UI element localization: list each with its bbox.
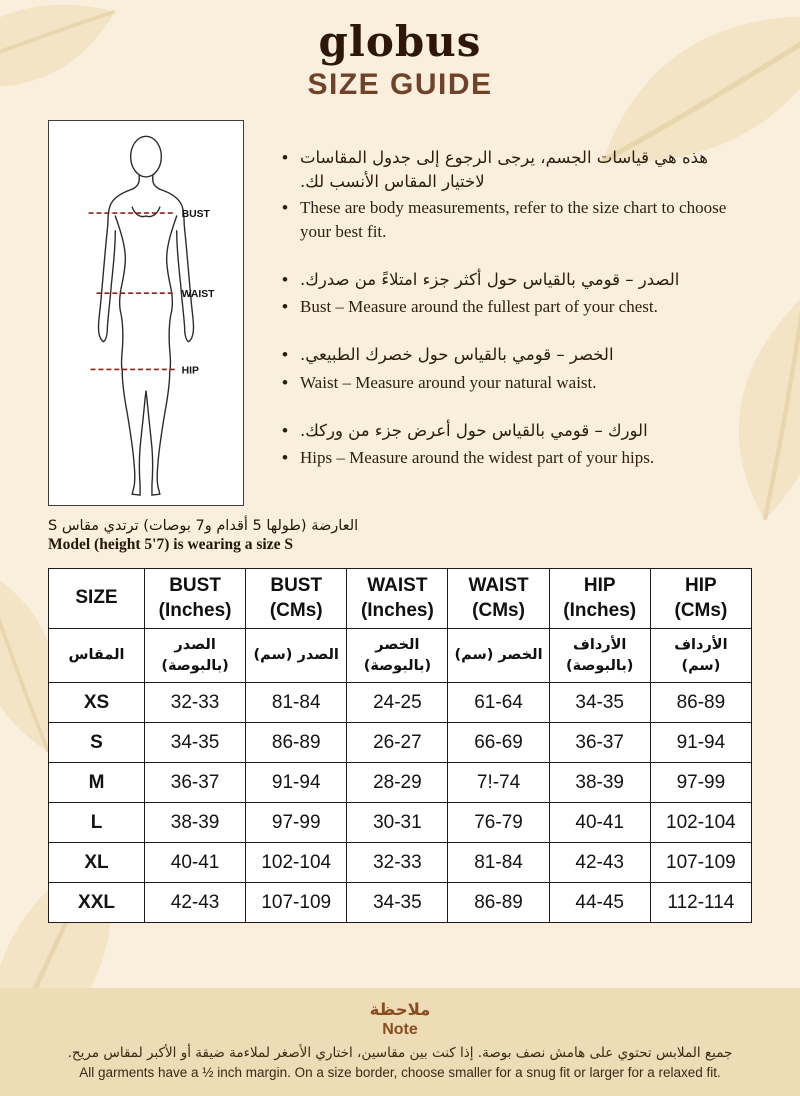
measurement-cell: 36-37 [549,723,650,763]
measurement-cell: 42-43 [549,843,650,883]
measurement-cell: 38-39 [549,763,650,803]
measurement-cell: 66-69 [448,723,549,763]
size-row [49,683,752,723]
column-header-ar: الصدر (بالبوصة) [145,629,246,683]
instruction-ar [282,268,752,292]
measurement-cell: 34-35 [347,883,448,923]
size-row [49,883,752,923]
measurement-cell: 97-99 [650,763,751,803]
column-header-en: HIP (Inches) [549,569,650,629]
measurement-cell: 107-109 [650,843,751,883]
measurement-labels [182,209,216,376]
instruction-text-en: Bust – Measure around the fullest part of your chest. [300,297,658,317]
size-table-body [49,683,752,923]
measurement-cell: 42-43 [145,883,246,923]
instruction-text-ar: هذه هي قياسات الجسم، يرجى الرجوع إلى جدول المقاسات لاختيار المقاس الأنسب لك. [300,148,709,191]
size-label-cell: XL [49,843,145,883]
column-header-ar: الأرداف (سم) [650,629,751,683]
instructions [282,120,752,506]
model-note-english: Model (height 5'7) is wearing a size S [48,536,293,554]
instruction-en [282,371,752,395]
measurement-cell: 34-35 [549,683,650,723]
size-row [49,723,752,763]
measurement-cell: 40-41 [549,803,650,843]
note-body-english: All garments have a ½ inch margin. On a size border, choose smaller for a snug fit or larger for a relaxed fit. [79,1065,721,1080]
measurement-cell: 40-41 [145,843,246,883]
size-label-cell: XXL [49,883,145,923]
hip-label: HIP [181,365,199,377]
column-header-en: SIZE [49,569,145,629]
size-label-cell: L [49,803,145,843]
measurement-cell: 61-64 [448,683,549,723]
column-header-en: WAIST (CMs) [448,569,549,629]
header-row-english [49,569,752,629]
measurement-figure-box [48,120,244,506]
note-body-arabic: جميع الملابس تحتوي على هامش نصف بوصة. إذا كنت بين مقاسين، اختاري الأصغر لملاءمة ضيقة أو الأكبر لمقاس مريح. [67,1045,733,1061]
size-label-cell: XS [49,683,145,723]
measurement-cell: 112-114 [650,883,751,923]
measurement-cell: 97-99 [246,803,347,843]
note-title-english: Note [382,1021,418,1038]
bullet-dot: • [282,297,288,317]
measurement-cell: 76-79 [448,803,549,843]
instruction-text-en: These are body measurements, refer to the size chart to choose your best fit. [300,197,727,242]
bullet-dot: • [282,197,288,217]
measurement-cell: 30-31 [347,803,448,843]
instruction-ar [282,146,752,193]
measurement-cell: 38-39 [145,803,246,843]
column-header-ar: الخصر (بالبوصة) [347,629,448,683]
instruction-ar [282,419,752,443]
measurement-cell: 7!-74 [448,763,549,803]
body-outline-figure [98,136,193,495]
size-row [49,803,752,843]
instruction-ar [282,343,752,367]
column-header-ar: الخصر (سم) [448,629,549,683]
instruction-text-ar: الورك – قومي بالقياس حول أعرض جزء من وركك. [300,420,648,440]
measurement-cell: 91-94 [246,763,347,803]
instruction-en [282,446,752,470]
bullet-dot: • [282,372,288,392]
size-chart-table [48,568,752,923]
instruction-text-en: Waist – Measure around your natural waist. [300,372,597,392]
measurement-cell: 28-29 [347,763,448,803]
header [0,0,800,102]
body-measurement-diagram [49,121,243,505]
measurement-cell: 24-25 [347,683,448,723]
size-row [49,843,752,883]
column-header-en: BUST (Inches) [145,569,246,629]
note-title-arabic: ملاحظة [369,1000,431,1019]
bust-label: BUST [181,209,210,221]
measurement-cell: 81-84 [448,843,549,883]
instruction-text-en: Hips – Measure around the widest part of your hips. [300,447,655,467]
column-header-ar: المقاس [49,629,145,683]
instruction-group [282,419,752,470]
instruction-group [282,343,752,394]
column-header-en: HIP (CMs) [650,569,751,629]
column-header-en: WAIST (Inches) [347,569,448,629]
measurement-cell: 86-89 [650,683,751,723]
bullet-dot: • [282,148,288,168]
header-row-arabic [49,629,752,683]
bullet-dot: • [282,420,288,440]
column-header-en: BUST (CMs) [246,569,347,629]
measurement-cell: 102-104 [246,843,347,883]
page-title: SIZE GUIDE [307,68,493,102]
instruction-text-ar: الخصر – قومي بالقياس حول خصرك الطبيعي. [300,345,614,365]
size-row [49,763,752,803]
measurement-cell: 81-84 [246,683,347,723]
bullet-dot: • [282,345,288,365]
measurement-cell: 91-94 [650,723,751,763]
waist-label: WAIST [181,289,215,301]
content-row [48,120,752,506]
bullet-dot: • [282,447,288,467]
measurement-cell: 86-89 [448,883,549,923]
size-table-head [49,569,752,683]
measurement-cell: 34-35 [145,723,246,763]
instruction-en [282,196,752,244]
measurement-cell: 44-45 [549,883,650,923]
model-note [48,518,752,554]
instruction-group [282,146,752,244]
size-label-cell: S [49,723,145,763]
instruction-text-ar: الصدر – قومي بالقياس حول أكثر جزء امتلاءً من صدرك. [300,270,680,290]
column-header-ar: الصدر (سم) [246,629,347,683]
instruction-group [282,268,752,319]
brand-logo: globus [318,17,482,66]
measurement-cell: 86-89 [246,723,347,763]
measurement-cell: 32-33 [347,843,448,883]
size-label-cell: M [49,763,145,803]
instruction-en [282,295,752,319]
measurement-cell: 102-104 [650,803,751,843]
bullet-dot: • [282,270,288,290]
measurement-cell: 26-27 [347,723,448,763]
model-note-arabic: العارضة (طولها 5 أقدام و7 بوصات) ترتدي مقاس S [48,518,359,535]
note-band [0,988,800,1096]
measurement-cell: 107-109 [246,883,347,923]
measurement-cell: 32-33 [145,683,246,723]
measurement-cell: 36-37 [145,763,246,803]
column-header-ar: الأرداف (بالبوصة) [549,629,650,683]
